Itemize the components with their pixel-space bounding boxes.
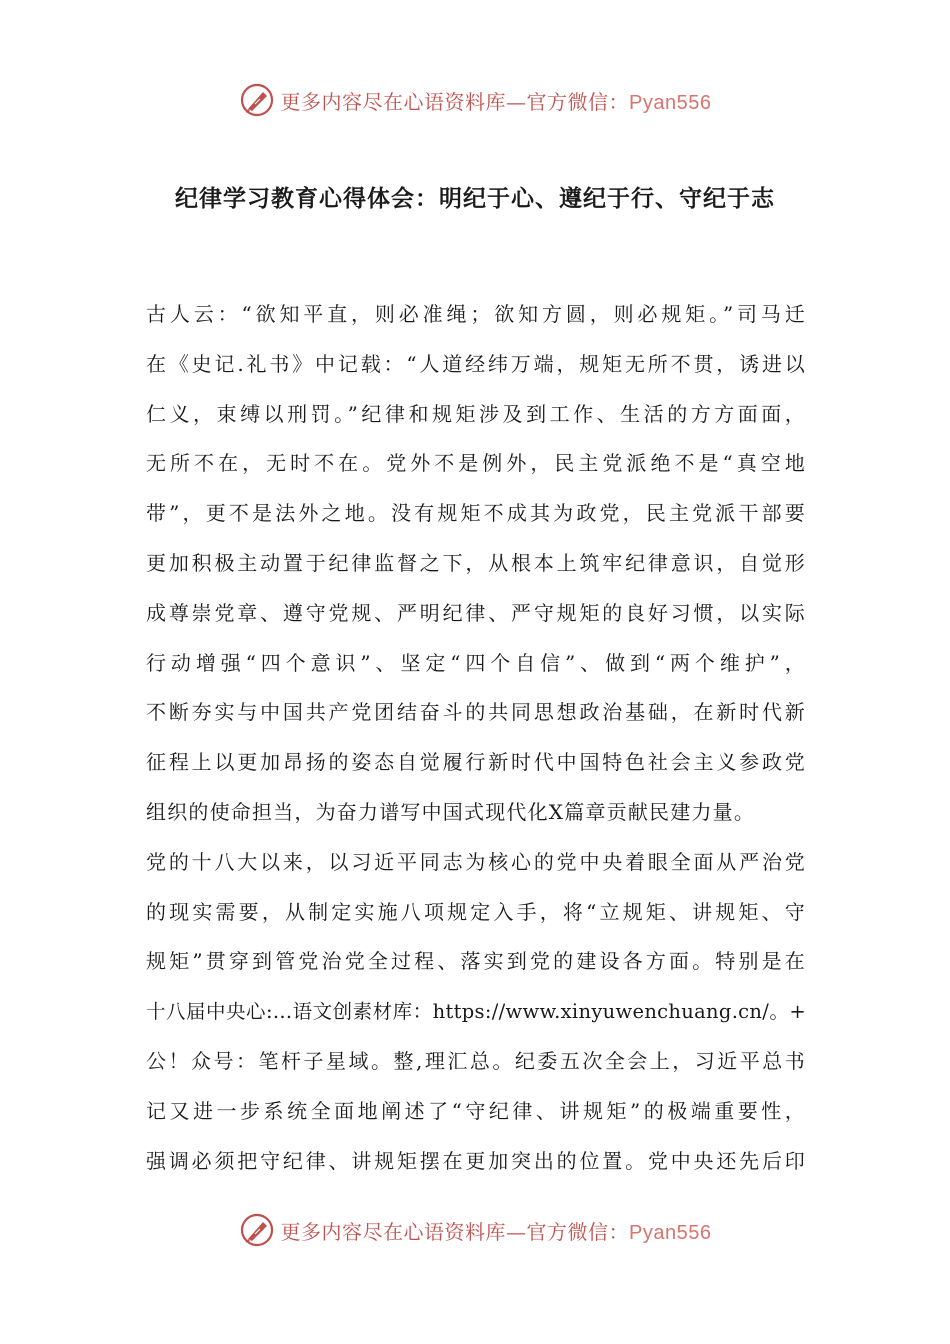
footer-watermark-banner [0, 1212, 950, 1248]
footer-banner-text [281, 1216, 712, 1245]
body-line: 十八届中央心:...语文创素材库：https://www.xinyuwenchuang.cn/。+ [146, 1000, 806, 1024]
header-banner-text [281, 86, 712, 115]
body-line: 记又进一步系统全面地阐述了“守纪律、讲规矩”的极端重要性， [146, 1098, 806, 1123]
pen-nib-logo-icon [239, 82, 275, 118]
body-line: 古人云：“欲知平直，则必准绳；欲知方圆，则必规矩。”司马迁 [146, 302, 806, 326]
body-line: 不断夯实与中国共产党团结奋斗的共同思想政治基础，在新时代新 [146, 700, 806, 725]
body-line: 的现实需要，从制定实施八项规定入手，将“立规矩、讲规矩、守 [146, 899, 806, 924]
body-line: 党的十八大以来，以习近平同志为核心的党中央着眼全面从严治党 [146, 849, 806, 874]
body-line: 公！众号：笔杆子星域。整,理汇总。纪委五次全会上，习近平总书 [146, 1048, 806, 1073]
page-title: 纪律学习教育心得体会：明纪于心、遵纪于行、守纪于志 [175, 186, 775, 212]
footer-wechat-id: Pyan556 [629, 1221, 712, 1244]
body-line: 行动增强“四个意识”、坚定“四个自信”、做到“两个维护”， [146, 650, 806, 675]
header-watermark-banner [0, 82, 950, 118]
body-line: 组织的使命担当，为奋力谱写中国式现代化X篇章贡献民建力量。 [146, 799, 756, 824]
footer-banner-label: 更多内容尽在心语资料库—官方微信： [280, 1219, 630, 1244]
header-banner-label: 更多内容尽在心语资料库—官方微信： [280, 89, 630, 114]
body-line: 规矩”贯穿到管党治党全过程、落实到党的建设各方面。特别是在 [146, 949, 806, 974]
header-wechat-id: Pyan556 [629, 91, 712, 114]
body-line: 成尊崇党章、遵守党规、严明纪律、严守规矩的良好习惯，以实际 [146, 600, 806, 625]
body-line: 带”，更不是法外之地。没有规矩不成其为政党，民主党派干部要 [146, 501, 806, 526]
body-line: 征程上以更加昂扬的姿态自觉履行新时代中国特色社会主义参政党 [146, 750, 806, 775]
pen-nib-logo-icon [239, 1212, 275, 1248]
body-line: 强调必须把守纪律、讲规矩摆在更加突出的位置。党中央还先后印 [146, 1148, 806, 1173]
body-line: 在《史记.礼书》中记载：“人道经纬万端，规矩无所不贯，诱进以 [146, 351, 806, 376]
body-line: 仁义，束缚以刑罚。”纪律和规矩涉及到工作、生活的方方面面， [146, 401, 806, 426]
body-line: 更加积极主动置于纪律监督之下，从根本上筑牢纪律意识，自觉形 [146, 550, 806, 575]
body-line: 无所不在，无时不在。党外不是例外，民主党派绝不是“真空地 [146, 451, 806, 476]
document-body [146, 290, 806, 1186]
